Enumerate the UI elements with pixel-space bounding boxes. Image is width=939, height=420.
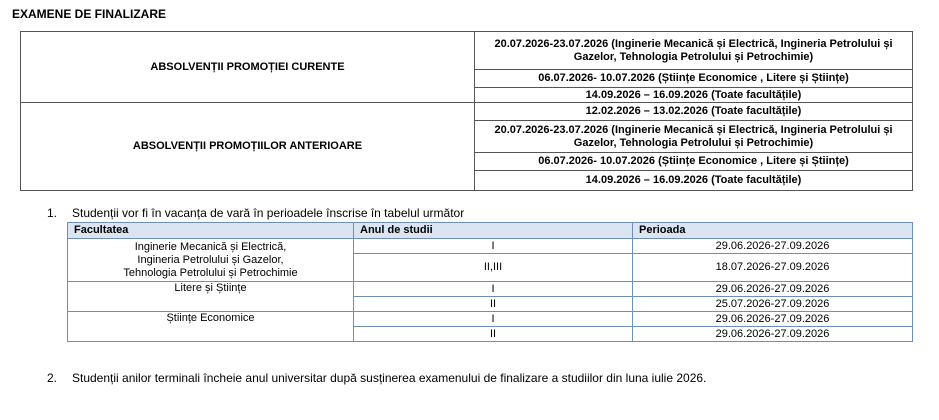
- period-cell: 29.06.2026-27.09.2026: [633, 312, 913, 327]
- year-cell: II: [354, 327, 633, 342]
- exam-period: 12.02.2026 – 13.02.2026 (Toate facultățile): [475, 103, 913, 121]
- year-cell: II,III: [354, 254, 633, 282]
- note-text: Studenții anilor terminali încheie anul universitar după susținerea examenului de finalizare a studiilor din luna iulie 2026.: [72, 371, 707, 385]
- table-row: [68, 282, 913, 297]
- exam-group-previous: ABSOLVENȚII PROMOȚIILOR ANTERIOARE: [21, 103, 475, 191]
- exam-period: 14.09.2026 – 16.09.2026 (Toate facultățile): [475, 171, 913, 191]
- note-text: Studenții vor fi în vacanța de vară în perioadele înscrise în tabelul următor: [72, 206, 465, 220]
- exam-period: 20.07.2026-23.07.2026 (Inginerie Mecanică și Electrică, Ingineria Petrolului și Gazelor, Tehnologia Petrolului și Petrochimie): [475, 32, 913, 70]
- table-row: [68, 312, 913, 327]
- exam-period: 14.09.2026 – 16.09.2026 (Toate facultățile): [475, 88, 913, 103]
- header-period: Perioada: [633, 223, 913, 239]
- exam-period: 20.07.2026-23.07.2026 (Inginerie Mecanică și Electrică, Ingineria Petrolului și Gazelor, Tehnologia Petrolului și Petrochimie): [475, 121, 913, 153]
- exam-group-current: ABSOLVENȚII PROMOȚIEI CURENTE: [21, 32, 475, 103]
- period-cell: 29.06.2026-27.09.2026: [633, 239, 913, 254]
- period-cell: 18.07.2026-27.09.2026: [633, 254, 913, 282]
- period-cell: 25.07.2026-27.09.2026: [633, 297, 913, 312]
- vacation-table: [67, 222, 913, 342]
- year-cell: II: [354, 297, 633, 312]
- period-cell: 29.06.2026-27.09.2026: [633, 327, 913, 342]
- header-year: Anul de studii: [354, 223, 633, 239]
- year-cell: I: [354, 282, 633, 297]
- exam-period: 06.07.2026- 10.07.2026 (Științe Economice , Litere și Științe): [475, 153, 913, 171]
- header-faculty: Facultatea: [68, 223, 354, 239]
- year-cell: I: [354, 239, 633, 254]
- note-number: 2.: [47, 371, 58, 385]
- faculty-cell: Științe Economice: [68, 312, 354, 342]
- note-number: 1.: [47, 206, 58, 220]
- year-cell: I: [354, 312, 633, 327]
- section-title: EXAMENE DE FINALIZARE: [12, 7, 167, 21]
- exam-period: 06.07.2026- 10.07.2026 (Științe Economice , Litere și Științe): [475, 70, 913, 88]
- exam-schedule-table: [20, 31, 913, 191]
- table-row: [68, 239, 913, 254]
- faculty-cell: Litere și Științe: [68, 282, 354, 312]
- period-cell: 29.06.2026-27.09.2026: [633, 282, 913, 297]
- faculty-cell: Inginerie Mecanică și Electrică, Ingineria Petrolului și Gazelor, Tehnologia Petrolului și Petrochimie: [68, 239, 354, 282]
